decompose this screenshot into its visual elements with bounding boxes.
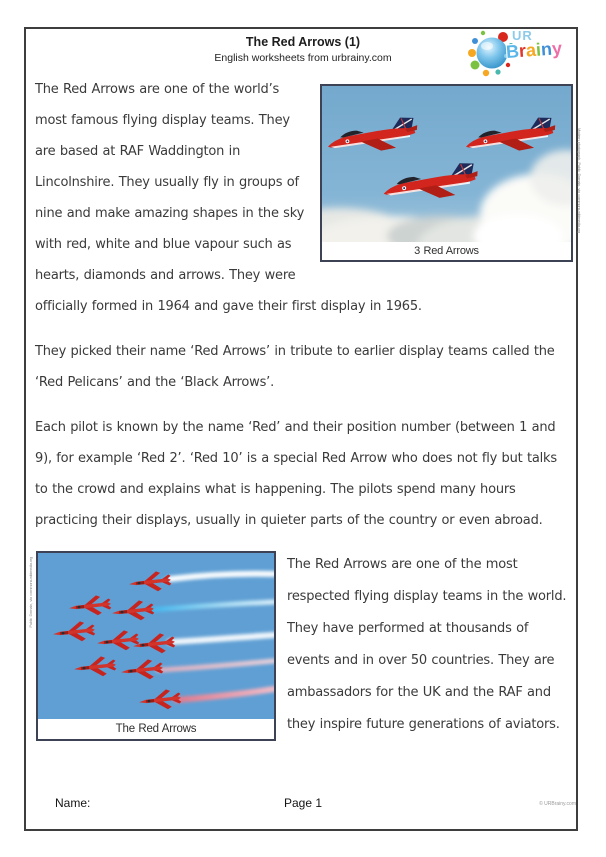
logo-letter: i: [535, 39, 542, 60]
photo1-caption: 3 Red Arrows: [322, 242, 571, 260]
photo-formation-image: [38, 553, 274, 719]
logo-letter: y: [551, 38, 563, 59]
photo2-credit: Public Domain, via commons.wikimedia.org: [28, 557, 33, 628]
copyright: © URBrainy.com: [539, 801, 576, 807]
logo-text-brainy: [505, 38, 562, 63]
paragraph-1: The Red Arrows are one of the world’s most famous flying display teams. They are based at RAF Waddington in Lincolnshire. They usually fly in groups of nine and make amazing shapes in the sky with red, white and blue vapour such as hearts, diamonds and arrows. They were officially formed in 1964 and gave their first display in 1965.: [35, 82, 422, 314]
name-label: Name:: [55, 796, 91, 810]
photo-red-arrows-formation: [28, 551, 276, 741]
logo-letter: n: [540, 38, 553, 60]
photo-3-red-arrows-image: [322, 86, 571, 242]
article-bottom: [28, 549, 573, 745]
page-number: Page 1: [283, 796, 323, 810]
logo-letter: r: [518, 40, 527, 62]
paragraph-2: They picked their name ‘Red Arrows’ in tribute to earlier display teams called the ‘Red Pelicans’ and the ‘Black Arrows’.: [35, 344, 555, 390]
page-title: The Red Arrows (1): [245, 35, 361, 49]
photo1-credit: Modern photograph, Public Domain, via commons.wikimedia.org: [577, 128, 582, 233]
article-top: [35, 74, 582, 536]
photo2-caption: The Red Arrows: [38, 719, 274, 739]
logo-letter: B: [505, 41, 520, 62]
page-subtitle: English worksheets from urbrainy.com: [214, 52, 392, 64]
paragraph-4: The Red Arrows are one of the most respected flying display teams in the world. They have performed at thousands of events and in over 50 countries. They are ambassadors for the UK and the RAF and they inspire future generations of aviators.: [287, 557, 567, 732]
logo-letter: a: [525, 39, 537, 61]
paragraph-3: Each pilot is known by the name ‘Red’ and their position number (between 1 and 9), for example ‘Red 2’. ‘Red 10’ is a special Red Arrow who does not fly but talks to the crowd and explains what is happening. The pilots spend many hours practicing their displays, usually in quieter parts of the country or even abroad.: [35, 420, 557, 528]
logo-text-ur: UR: [512, 28, 533, 43]
urbrainy-logo: [466, 27, 574, 79]
photo-3-red-arrows: [320, 84, 582, 262]
